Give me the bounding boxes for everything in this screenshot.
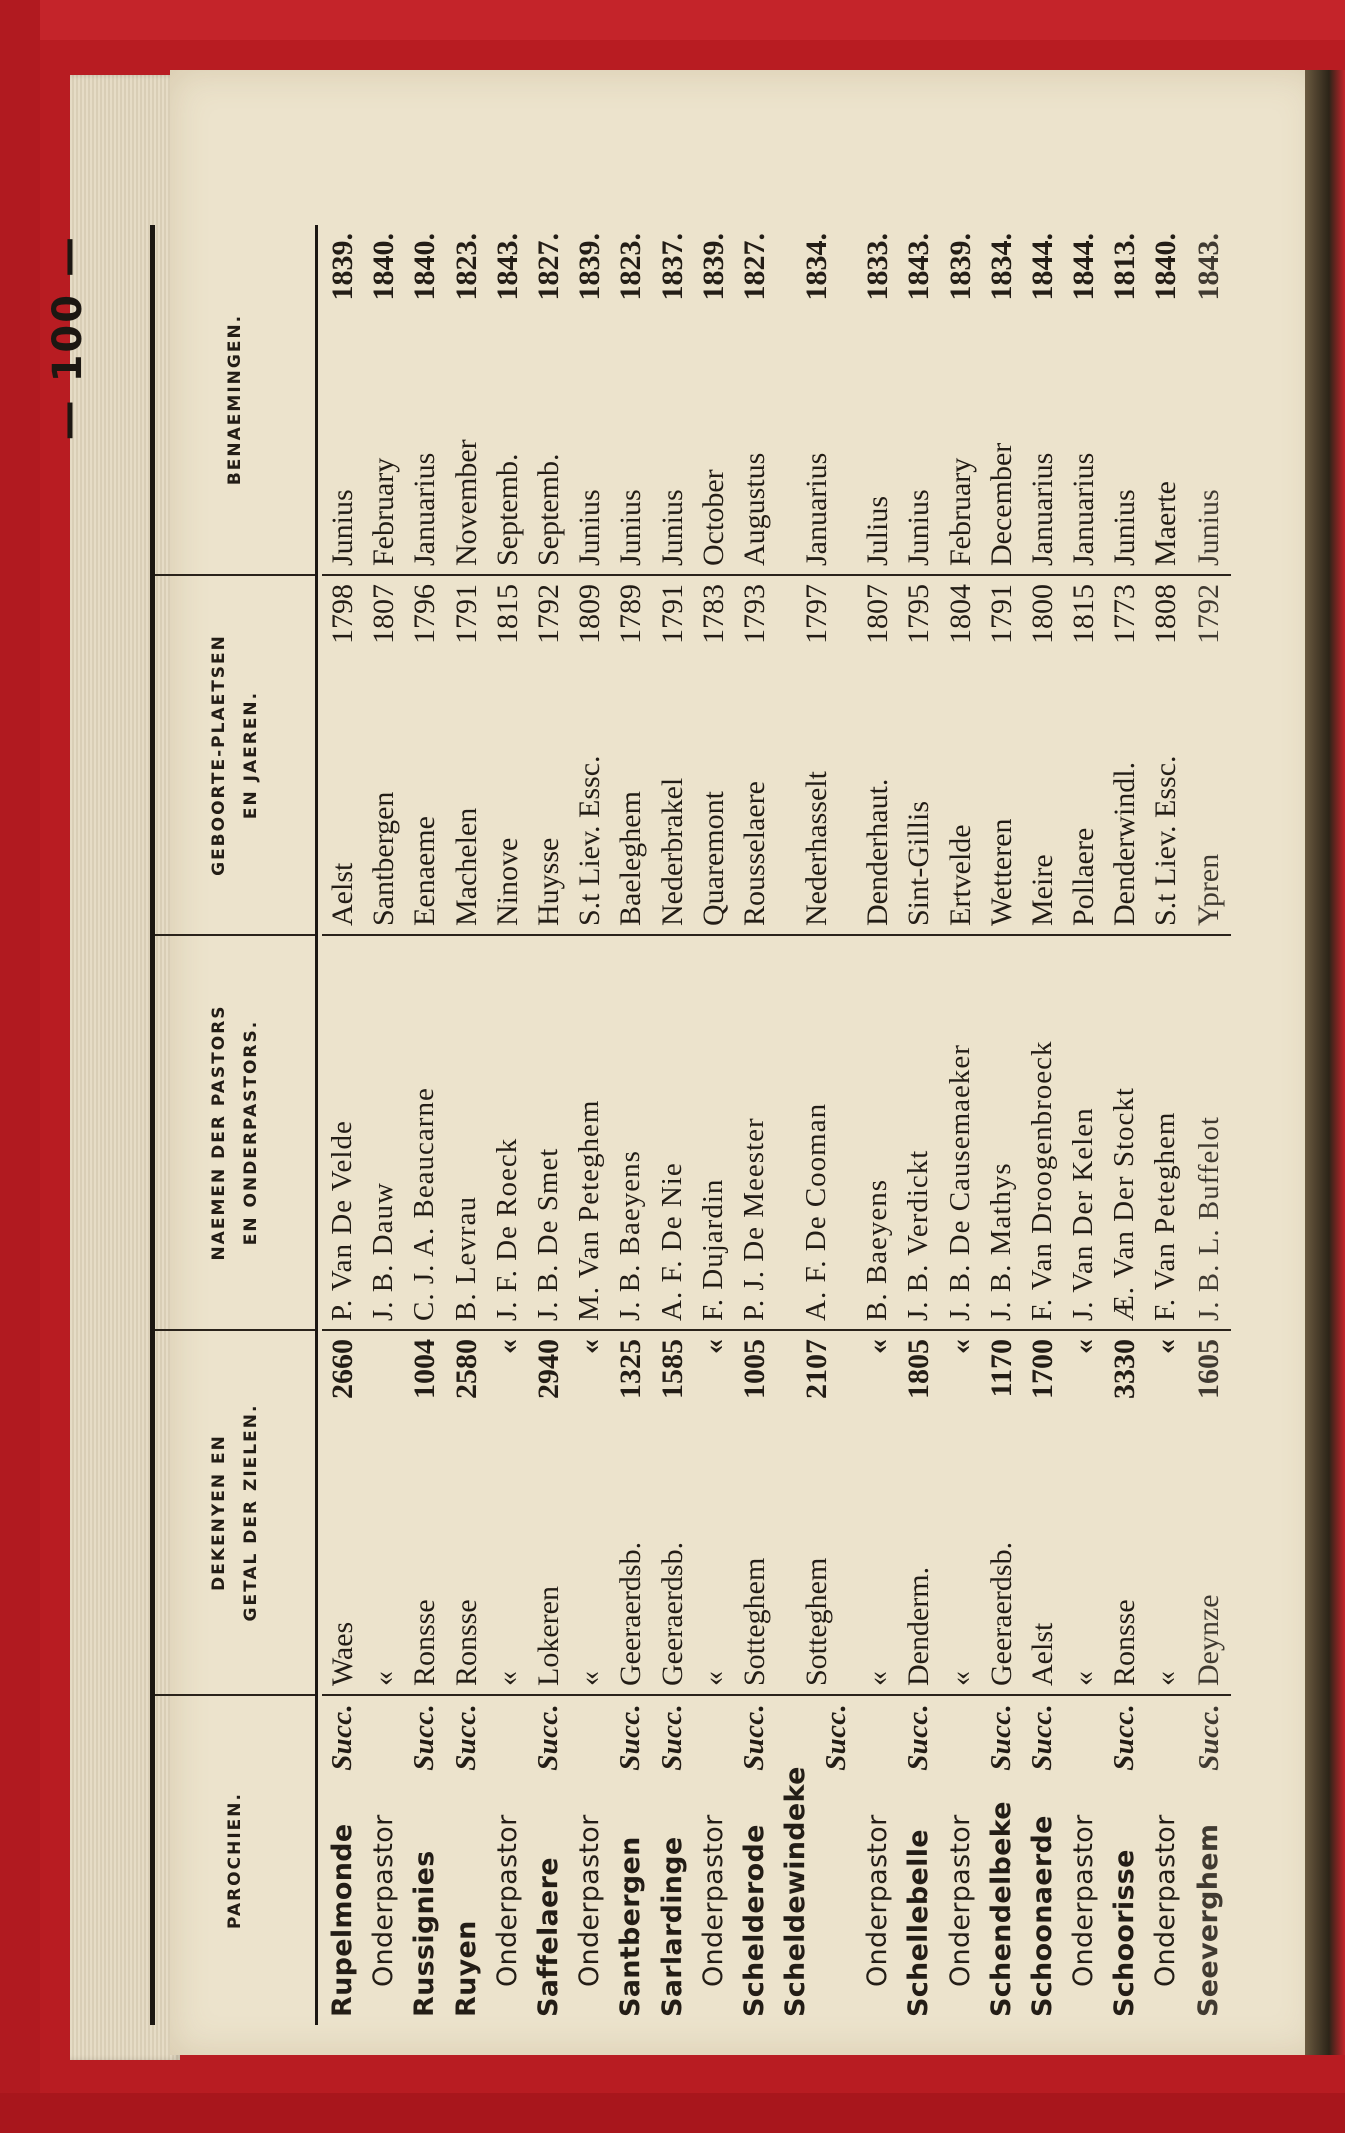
appointment-month: Januarius <box>408 452 442 566</box>
appointment-year: 1834. <box>984 233 1018 301</box>
birth-year: 1791 <box>984 584 1018 644</box>
cell-appointment <box>734 225 775 575</box>
cell-parish <box>693 1695 734 2025</box>
soul-count: « <box>861 1339 895 1354</box>
appointment-month: Junius <box>902 489 936 566</box>
cell-deanery <box>1104 1330 1145 1695</box>
cell-deanery <box>1187 1330 1231 1695</box>
parish-name: Sarlardinge <box>656 1836 688 2017</box>
succursal-label: Succ. <box>614 1704 647 1771</box>
cell-birth <box>1187 575 1231 935</box>
birth-year: 1792 <box>532 584 566 644</box>
appointment-month: November <box>449 439 483 566</box>
soul-count: 2940 <box>532 1339 566 1399</box>
cell-pastor-name: C. J. A. Beaucarne <box>404 935 445 1330</box>
appointment-year: 1840. <box>367 233 401 301</box>
cell-appointment <box>610 225 651 575</box>
cell-appointment <box>1187 225 1231 575</box>
cell-deanery <box>981 1330 1022 1695</box>
cell-deanery <box>734 1330 775 1695</box>
cell-pastor-name: J. B. Baeyens <box>610 935 651 1330</box>
header-deanery: DEKENYEN EN GETAL DER ZIELEN. <box>153 1330 317 1695</box>
birth-year: 1795 <box>902 584 936 644</box>
cell-parish <box>775 1695 857 2025</box>
appointment-month: October <box>696 469 730 566</box>
cell-birth <box>528 575 569 935</box>
birthplace: Ypren <box>1191 853 1225 926</box>
appointment-month: Junius <box>655 489 689 566</box>
cell-pastor-name: J. B. Dauw <box>363 935 404 1330</box>
deanery-name: Ronsse <box>408 1599 442 1686</box>
cell-parish <box>487 1695 528 2025</box>
table-row <box>857 225 898 2025</box>
soul-count: 2107 <box>799 1339 833 1399</box>
birthplace: Machelen <box>449 807 483 926</box>
cell-birth <box>939 575 980 935</box>
cell-parish <box>404 1695 445 2025</box>
cell-pastor-name: J. Van Der Kelen <box>1063 935 1104 1330</box>
appointment-year: 1844. <box>1067 233 1101 301</box>
deanery-name: Geeraerdsb. <box>614 1541 648 1686</box>
cell-parish <box>1187 1695 1231 2025</box>
cell-parish <box>857 1695 898 2025</box>
deanery-name: « <box>1067 1671 1101 1686</box>
parish-name: Schelderode <box>738 1824 770 2017</box>
soul-count: 2580 <box>449 1339 483 1399</box>
deanery-name: Waes <box>326 1621 360 1686</box>
cell-parish <box>1022 1695 1063 2025</box>
deanery-name: Sotteghem <box>799 1557 833 1686</box>
appointment-month: February <box>943 457 977 566</box>
deanery-name: « <box>696 1671 730 1686</box>
appointment-year: 1833. <box>861 233 895 301</box>
cell-parish <box>1063 1695 1104 2025</box>
cell-deanery <box>487 1330 528 1695</box>
table-row <box>528 225 569 2025</box>
soul-count: 1170 <box>984 1339 1018 1398</box>
succursal-label: Succ. <box>1108 1704 1141 1771</box>
cell-birth <box>1063 575 1104 935</box>
cell-birth <box>1145 575 1186 935</box>
appointment-year: 1843. <box>1191 233 1225 301</box>
cell-parish <box>446 1695 487 2025</box>
cell-parish <box>981 1695 1022 2025</box>
parish-name: Schoorisse <box>1109 1849 1141 2017</box>
birth-year: 1796 <box>408 584 442 644</box>
cell-birth <box>857 575 898 935</box>
page-number: — 100 — <box>45 235 91 441</box>
appointment-month: Junius <box>614 489 648 566</box>
book-cover-bottom <box>0 2093 1345 2133</box>
deanery-name: Deynze <box>1191 1594 1225 1686</box>
table-row-partial <box>1187 225 1231 2025</box>
table-row <box>610 225 651 2025</box>
birth-year: 1815 <box>490 584 524 644</box>
cell-deanery <box>775 1330 857 1695</box>
cell-deanery <box>404 1330 445 1695</box>
parish-name: Onderpastor <box>697 1814 729 1987</box>
header-parish: PAROCHIEN. <box>153 1695 317 2025</box>
cell-birth <box>363 575 404 935</box>
birthplace: Ertvelde <box>943 824 977 926</box>
table-row <box>487 225 528 2025</box>
appointment-year: 1843. <box>490 233 524 301</box>
cell-birth <box>981 575 1022 935</box>
cell-parish <box>1145 1695 1186 2025</box>
cell-pastor-name: A. F. De Cooman <box>775 935 857 1330</box>
birthplace: Meire <box>1025 854 1059 926</box>
soul-count: « <box>943 1339 977 1354</box>
birth-year: 1789 <box>614 584 648 644</box>
cell-birth <box>404 575 445 935</box>
cell-pastor-name: P. Van De Velde <box>322 935 363 1330</box>
parish-name: Rupelmonde <box>327 1823 359 2017</box>
appointment-year: 1839. <box>696 233 730 301</box>
cell-birth <box>898 575 939 935</box>
appointment-month: Januarius <box>1025 452 1059 566</box>
parish-name: Onderpastor <box>1150 1814 1182 1987</box>
appointment-month: Maerte <box>1149 481 1183 566</box>
appointment-year: 1843. <box>902 233 936 301</box>
table-body <box>317 225 1231 2025</box>
cell-appointment <box>1063 225 1104 575</box>
birth-year: 1791 <box>449 584 483 644</box>
appointment-year: 1827. <box>532 233 566 301</box>
deanery-name: Denderm. <box>902 1566 936 1686</box>
cell-birth <box>446 575 487 935</box>
succursal-label: Succ. <box>1025 1704 1058 1771</box>
soul-count: 1585 <box>655 1339 689 1399</box>
birth-year: 1797 <box>799 584 833 644</box>
soul-count: « <box>1149 1339 1183 1354</box>
cell-appointment <box>363 225 404 575</box>
parish-name: Schoonaerde <box>1026 1815 1058 2017</box>
birthplace: Denderwindl. <box>1108 761 1142 926</box>
cell-appointment <box>693 225 734 575</box>
cell-birth <box>569 575 610 935</box>
succursal-label: Succ. <box>737 1704 770 1771</box>
appointment-month: December <box>984 442 1018 566</box>
birth-year: 1792 <box>1191 584 1225 644</box>
cell-pastor-name: F. Dujardin <box>693 935 734 1330</box>
appointment-year: 1839. <box>326 233 360 301</box>
cell-parish <box>898 1695 939 2025</box>
cell-pastor-name: J. B. De Causemaeker <box>939 935 980 1330</box>
birthplace: Huysse <box>532 837 566 926</box>
cell-deanery <box>693 1330 734 1695</box>
appointment-month: Augustus <box>737 452 771 566</box>
deanery-name: « <box>573 1671 607 1686</box>
parish-name: Saffelaere <box>533 1857 565 2017</box>
soul-count: 2660 <box>326 1339 360 1399</box>
appointment-month: Junius <box>1108 489 1142 566</box>
table-row <box>363 225 404 2025</box>
birthplace: Baeleghem <box>614 791 648 926</box>
succursal-label: Succ. <box>449 1704 482 1771</box>
parish-name: Onderpastor <box>1068 1814 1100 1987</box>
succursal-label: Succ. <box>532 1704 565 1771</box>
birthplace: Nederhasselt <box>799 771 833 926</box>
header-appointment: BENAEMINGEN. <box>153 225 317 575</box>
cell-appointment <box>939 225 980 575</box>
appointment-year: 1839. <box>573 233 607 301</box>
cell-birth <box>775 575 857 935</box>
table-row <box>446 225 487 2025</box>
table-row <box>981 225 1022 2025</box>
cell-pastor-name: J. F. De Roeck <box>487 935 528 1330</box>
cell-birth <box>610 575 651 935</box>
deanery-name: Aelst <box>1025 1622 1059 1686</box>
cell-appointment <box>487 225 528 575</box>
cell-pastor-name: F. Van Peteghem <box>1145 935 1186 1330</box>
cell-appointment <box>775 225 857 575</box>
soul-count: 1805 <box>902 1339 936 1399</box>
cell-parish <box>363 1695 404 2025</box>
birth-year: 1773 <box>1108 584 1142 644</box>
book-cover-top <box>0 0 1345 40</box>
cell-deanery <box>528 1330 569 1695</box>
cell-parish <box>939 1695 980 2025</box>
cell-birth <box>322 575 363 935</box>
cell-pastor-name: J. B. Verdickt <box>898 935 939 1330</box>
cell-parish <box>528 1695 569 2025</box>
deanery-name: « <box>1149 1671 1183 1686</box>
cell-appointment <box>446 225 487 575</box>
birth-year: 1809 <box>573 584 607 644</box>
soul-count: 1005 <box>737 1339 771 1399</box>
cell-deanery <box>569 1330 610 1695</box>
appointment-month: February <box>367 457 401 566</box>
cell-birth <box>734 575 775 935</box>
cell-pastor-name: B. Baeyens <box>857 935 898 1330</box>
cell-deanery <box>322 1330 363 1695</box>
header-birth: GEBOORTE-PLAETSEN EN JAEREN. <box>153 575 317 935</box>
cell-birth <box>693 575 734 935</box>
cell-deanery <box>610 1330 651 1695</box>
cell-parish <box>569 1695 610 2025</box>
cell-deanery <box>939 1330 980 1695</box>
birth-year: 1815 <box>1067 584 1101 644</box>
deanery-name: Ronsse <box>1108 1599 1142 1686</box>
parish-name: Onderpastor <box>368 1814 400 1987</box>
birthplace: Wetteren <box>984 818 1018 926</box>
birthplace: S.t Liev. Essc. <box>573 755 607 926</box>
soul-count: « <box>696 1339 730 1354</box>
appointment-month: Januarius <box>799 452 833 566</box>
cell-appointment <box>322 225 363 575</box>
table-row <box>775 225 857 2025</box>
deanery-name: « <box>943 1671 977 1686</box>
appointment-month: Septemb. <box>490 453 524 566</box>
cell-parish <box>610 1695 651 2025</box>
parish-name: Santbergen <box>615 1836 647 2017</box>
succursal-label: Succ. <box>820 1704 853 1771</box>
cell-parish <box>1104 1695 1145 2025</box>
table-row <box>652 225 693 2025</box>
deanery-name: Sotteghem <box>737 1557 771 1686</box>
parish-name: Ruyen <box>450 1920 482 2017</box>
cell-deanery <box>1022 1330 1063 1695</box>
cell-appointment <box>1104 225 1145 575</box>
table-row <box>404 225 445 2025</box>
parish-name: Schellebelle <box>903 1829 935 2017</box>
cell-birth <box>652 575 693 935</box>
cell-birth <box>1022 575 1063 935</box>
header-names: NAEMEN DER PASTORS EN ONDERPASTORS. <box>153 935 317 1330</box>
parish-name: Onderpastor <box>944 1814 976 1987</box>
birth-year: 1807 <box>861 584 895 644</box>
cell-appointment <box>857 225 898 575</box>
birthplace: Santbergen <box>367 791 401 926</box>
birth-year: 1791 <box>655 584 689 644</box>
cell-pastor-name: P. J. De Meester <box>734 935 775 1330</box>
cell-appointment <box>404 225 445 575</box>
parish-name: Schendelbeke <box>985 1801 1017 2017</box>
birthplace: Aelst <box>326 862 360 926</box>
birth-year: 1808 <box>1149 584 1183 644</box>
cell-deanery <box>898 1330 939 1695</box>
soul-count: « <box>573 1339 607 1354</box>
appointment-month: Januarius <box>1067 452 1101 566</box>
parish-table <box>150 225 1231 2025</box>
deanery-name: « <box>367 1671 401 1686</box>
table-row <box>734 225 775 2025</box>
appointment-year: 1823. <box>449 233 483 301</box>
appointment-year: 1840. <box>408 233 442 301</box>
cell-pastor-name: J. B. L. Buffelot <box>1187 935 1231 1330</box>
birthplace: Nederbrakel <box>655 777 689 926</box>
parish-name: Onderpastor <box>491 1814 523 1987</box>
appointment-year: 1813. <box>1108 233 1142 301</box>
birth-year: 1800 <box>1025 584 1059 644</box>
succursal-label: Succ. <box>326 1704 359 1771</box>
soul-count: 1325 <box>614 1339 648 1399</box>
cell-appointment <box>1145 225 1186 575</box>
appointment-year: 1839. <box>943 233 977 301</box>
cell-parish <box>322 1695 363 2025</box>
book-cover-left <box>0 0 40 2133</box>
birthplace: Rousselaere <box>737 781 771 926</box>
birthplace: Pollaere <box>1067 827 1101 926</box>
birth-year: 1798 <box>326 584 360 644</box>
appointment-month: Septemb. <box>532 453 566 566</box>
appointment-month: Junius <box>326 489 360 566</box>
cell-parish <box>734 1695 775 2025</box>
table-header-row <box>153 225 317 2025</box>
cell-deanery <box>1063 1330 1104 1695</box>
table-row <box>322 225 363 2025</box>
table-row <box>898 225 939 2025</box>
appointment-month: Junius <box>573 489 607 566</box>
appointment-year: 1827. <box>737 233 771 301</box>
birthplace: Ninove <box>490 837 524 926</box>
cell-pastor-name: B. Levrau <box>446 935 487 1330</box>
succursal-label: Succ. <box>408 1704 441 1771</box>
birth-year: 1804 <box>943 584 977 644</box>
soul-count: 1004 <box>408 1339 442 1399</box>
cell-pastor-name: M. Van Peteghem <box>569 935 610 1330</box>
appointment-month: Julius <box>861 495 895 566</box>
succursal-label: Succ. <box>655 1704 688 1771</box>
rotated-page-content <box>45 225 1280 2025</box>
cell-pastor-name: Æ. Van Der Stockt <box>1104 935 1145 1330</box>
deanery-name: Geeraerdsb. <box>655 1541 689 1686</box>
birthplace: Sint-Gillis <box>902 800 936 926</box>
birthplace: Eenaeme <box>408 816 442 926</box>
cell-appointment <box>528 225 569 575</box>
parish-name: Russignies <box>409 1850 441 2017</box>
table-row <box>569 225 610 2025</box>
cell-pastor-name: A. F. De Nie <box>652 935 693 1330</box>
parish-name: Seeverghem <box>1192 1823 1224 2017</box>
cell-appointment <box>898 225 939 575</box>
cell-birth <box>487 575 528 935</box>
birthplace: Denderhaut. <box>861 778 895 926</box>
deanery-name: « <box>490 1671 524 1686</box>
cell-appointment <box>569 225 610 575</box>
appointment-year: 1837. <box>655 233 689 301</box>
deanery-name: Geeraerdsb. <box>984 1541 1018 1686</box>
cell-pastor-name: F. Van Droogenbroeck <box>1022 935 1063 1330</box>
cell-deanery <box>446 1330 487 1695</box>
soul-count: 3330 <box>1108 1339 1142 1399</box>
table-row <box>1063 225 1104 2025</box>
appointment-year: 1823. <box>614 233 648 301</box>
soul-count: « <box>490 1339 524 1354</box>
birth-year: 1807 <box>367 584 401 644</box>
cell-parish <box>652 1695 693 2025</box>
cell-birth <box>1104 575 1145 935</box>
deanery-name: Lokeren <box>532 1586 566 1686</box>
parish-name: Onderpastor <box>574 1814 606 1987</box>
table-row <box>693 225 734 2025</box>
cell-appointment <box>981 225 1022 575</box>
table-row <box>1022 225 1063 2025</box>
deanery-name: Ronsse <box>449 1599 483 1686</box>
appointment-year: 1840. <box>1149 233 1183 301</box>
soul-count: 1700 <box>1025 1339 1059 1399</box>
cell-pastor-name: J. B. De Smet <box>528 935 569 1330</box>
cell-pastor-name: J. B. Mathys <box>981 935 1022 1330</box>
succursal-label: Succ. <box>902 1704 935 1771</box>
succursal-label: Succ. <box>984 1704 1017 1771</box>
birthplace: S.t Liev. Essc. <box>1149 755 1183 926</box>
succursal-label: Succ. <box>1192 1704 1225 1771</box>
appointment-year: 1834. <box>799 233 833 301</box>
appointment-year: 1844. <box>1025 233 1059 301</box>
parish-name: Onderpastor <box>862 1814 894 1987</box>
cell-deanery <box>857 1330 898 1695</box>
soul-count: « <box>1067 1339 1101 1354</box>
birth-year: 1793 <box>737 584 771 644</box>
table-row <box>939 225 980 2025</box>
cell-appointment <box>1022 225 1063 575</box>
cell-deanery <box>363 1330 404 1695</box>
birth-year: 1783 <box>696 584 730 644</box>
soul-count: 1605 <box>1191 1339 1225 1399</box>
appointment-month: Junius <box>1191 489 1225 566</box>
cell-appointment <box>652 225 693 575</box>
table-row <box>1104 225 1145 2025</box>
deanery-name: « <box>861 1671 895 1686</box>
cell-deanery <box>1145 1330 1186 1695</box>
book-gutter <box>1305 70 1345 2055</box>
cell-deanery <box>652 1330 693 1695</box>
birthplace: Quaremont <box>696 791 730 926</box>
table-row <box>1145 225 1186 2025</box>
parish-name: Scheldewindeke <box>780 1766 812 2017</box>
